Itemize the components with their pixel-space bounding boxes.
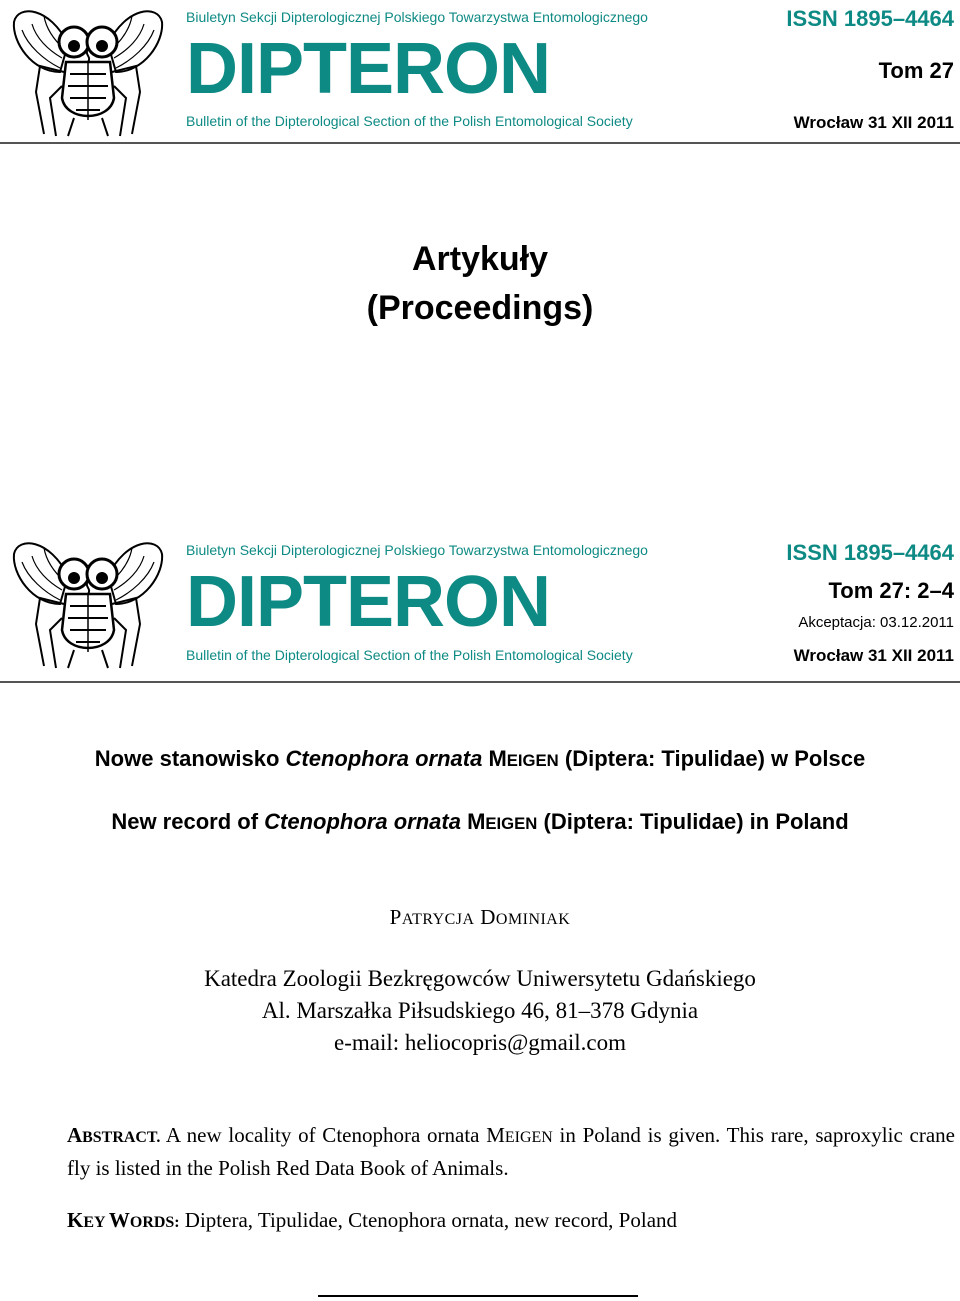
journal-english-name: Bulletin of the Dipterological Section of the Polish Entomological Society (186, 647, 633, 663)
fly-logo-icon (10, 534, 166, 670)
title-polish (0, 746, 960, 772)
abstract-text: in Poland is given. This rare, saproxylic crane fly is listed in the Polish Red Data Book of Animals. (67, 1123, 955, 1180)
section-subtitle: (Proceedings) (366, 289, 594, 327)
species-author: MEIGEN (488, 746, 559, 771)
species-author: MEIGEN (467, 809, 538, 834)
journal-polish-name: Biuletyn Sekcji Dipterologicznej Polskiego Towarzystwa Entomologicznego (186, 542, 648, 558)
title-text: New record of (111, 809, 265, 834)
keywords-label: KEY WORDS: (67, 1208, 180, 1232)
species-name: Ctenophora ornata (285, 746, 483, 771)
journal-title: DIPTERON (186, 29, 551, 109)
journal-english-name: Bulletin of the Dipterological Section of the Polish Entomological Society (186, 113, 633, 129)
footnote-divider (318, 1295, 638, 1297)
author-name: PATRYCJA DOMINIAK (389, 905, 571, 929)
affiliation: Katedra Zoologii Bezkręgowców Uniwersytetu Gdańskiego (204, 966, 756, 991)
volume-pages: Tom 27: 2–4 (828, 578, 954, 603)
journal-logo (10, 2, 166, 138)
title-text: (Diptera: Tipulidae) in Poland (537, 809, 849, 834)
issn: ISSN 1895–4464 (786, 540, 954, 565)
title-text: (Diptera: Tipulidae) w Polsce (558, 746, 866, 771)
header-divider (0, 142, 960, 144)
abstract (67, 1120, 955, 1183)
place-date: Wrocław 31 XII 2011 (793, 646, 954, 665)
section-title: Artykuły (411, 240, 549, 278)
volume: Tom 27 (878, 58, 954, 83)
issn: ISSN 1895–4464 (786, 6, 954, 31)
fly-logo-icon (10, 2, 166, 138)
title-text: Nowe stanowisko (94, 746, 286, 771)
abstract-text: A new locality of Ctenophora ornata (160, 1123, 487, 1147)
journal-title: DIPTERON (186, 562, 551, 642)
keywords-text: Diptera, Tipulidae, Ctenophora ornata, new record, Poland (179, 1208, 678, 1232)
keywords (67, 1208, 677, 1233)
abstract-label: ABSTRACT. (67, 1123, 161, 1147)
title-english (0, 809, 960, 835)
email: e-mail: heliocopris@gmail.com (334, 1030, 626, 1055)
header-divider (0, 681, 960, 683)
species-author: MEIGEN (486, 1123, 553, 1147)
accepted-date: Akceptacja: 03.12.2011 (798, 614, 954, 631)
journal-logo (10, 534, 166, 670)
address: Al. Marszałka Piłsudskiego 46, 81–378 Gdynia (261, 998, 699, 1023)
journal-polish-name: Biuletyn Sekcji Dipterologicznej Polskiego Towarzystwa Entomologicznego (186, 9, 648, 25)
species-name: Ctenophora ornata (264, 809, 461, 834)
place-date: Wrocław 31 XII 2011 (793, 113, 954, 132)
